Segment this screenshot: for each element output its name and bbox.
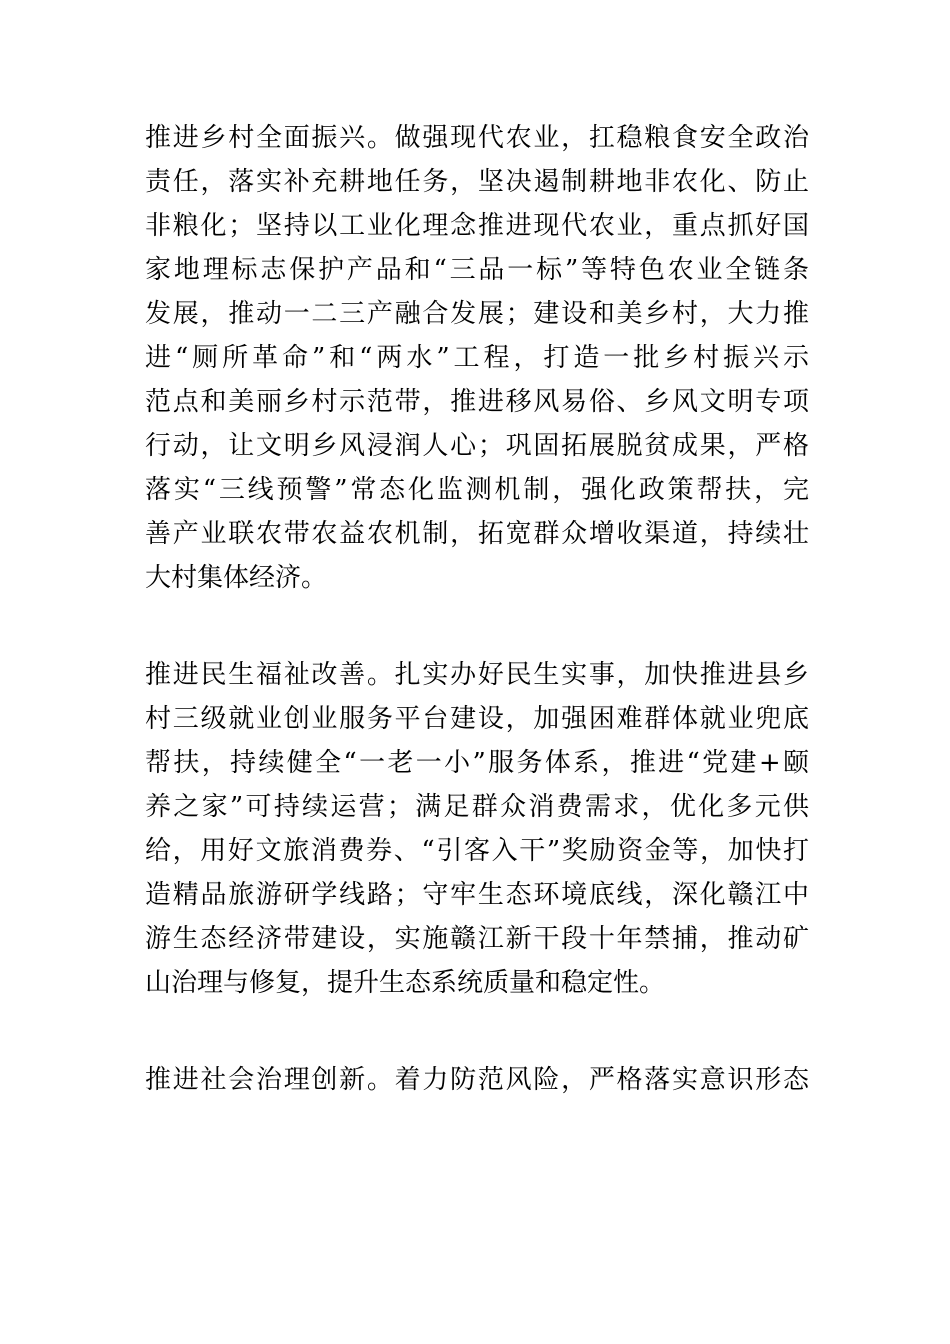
text-line: 行动，让文明乡风浸润人心；巩固拓展脱贫成果，严格 (145, 431, 809, 461)
paragraph-spacer (145, 1005, 809, 1058)
text-line: 推进民生福祉改善。扎实办好民生实事，加快推进县乡 (145, 660, 809, 690)
text-line: 山治理与修复，提升生态系统质量和稳定性。 (145, 968, 666, 998)
document-body (145, 116, 809, 1102)
text-line: 家地理标志保护产品和“三品一标”等特色农业全链条 (145, 255, 809, 285)
text-line: 范点和美丽乡村示范带，推进移风易俗、乡风文明专项 (145, 387, 809, 417)
text-line: 村三级就业创业服务平台建设，加强困难群体就业兜底 (145, 704, 809, 734)
text-line: 善产业联农带农益农机制，拓宽群众增收渠道，持续壮 (145, 519, 809, 549)
text-line: 发展，推动一二三产融合发展；建设和美乡村，大力推 (145, 299, 809, 329)
paragraph-spacer (145, 600, 809, 653)
text-line: 推进社会治理创新。着力防范风险，严格落实意识形态 (145, 1065, 809, 1095)
text-line: 落实“三线预警”常态化监测机制，强化政策帮扶，完 (145, 475, 809, 505)
text-line: 游生态经济带建设，实施赣江新干段十年禁捕，推动矿 (145, 924, 809, 954)
text-line: 推进乡村全面振兴。做强现代农业，扛稳粮食安全政治 (145, 123, 809, 153)
text-line: 帮扶，持续健全“一老一小”服务体系，推进“党建+颐 (145, 748, 809, 778)
text-line: 进“厕所革命”和“两水”工程，打造一批乡村振兴示 (145, 343, 809, 373)
text-line: 责任，落实补充耕地任务，坚决遏制耕地非农化、防止 (145, 167, 809, 197)
text-line: 大村集体经济。 (145, 563, 328, 593)
paragraph-livelihood-improvement (145, 653, 809, 1005)
text-line: 养之家”可持续运营；满足群众消费需求，优化多元供 (145, 792, 809, 822)
paragraph-rural-revitalization (145, 116, 809, 600)
text-line: 给，用好文旅消费券、“引客入干”奖励资金等，加快打 (145, 836, 809, 866)
text-line: 造精品旅游研学线路；守牢生态环境底线，深化赣江中 (145, 880, 809, 910)
paragraph-social-governance (145, 1058, 809, 1102)
text-line: 非粮化；坚持以工业化理念推进现代农业，重点抓好国 (145, 211, 809, 241)
